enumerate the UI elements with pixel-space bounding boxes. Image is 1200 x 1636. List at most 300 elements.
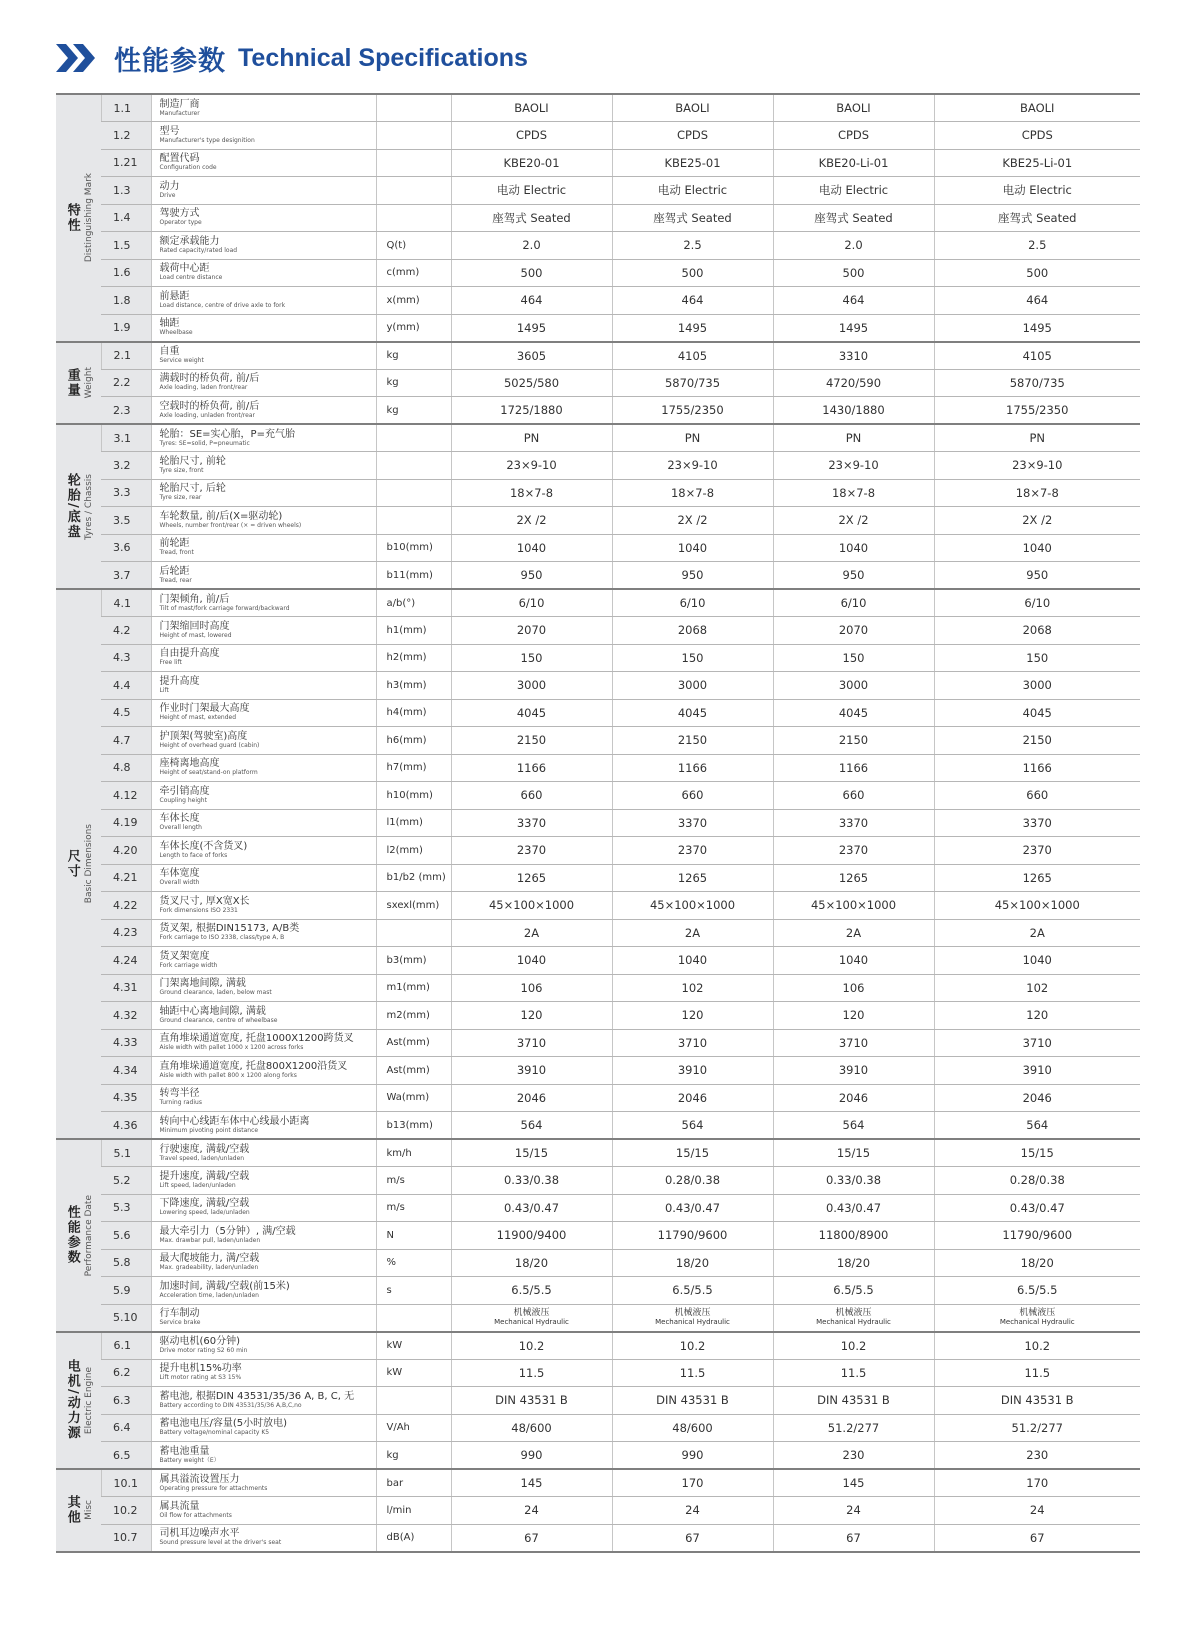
row-code: 4.31 [101, 974, 151, 1002]
row-code: 4.2 [101, 617, 151, 645]
table-row [56, 699, 1140, 727]
section-label-wrap [56, 473, 101, 540]
value-cell: 990 [451, 1442, 612, 1470]
row-description-zh: 门架倾角, 前/后 [159, 593, 230, 605]
row-description-en: Height of mast, lowered [159, 631, 232, 639]
row-unit [376, 479, 451, 507]
row-description-zh: 自重 [159, 346, 180, 357]
row-description-en: Tilt of mast/fork carriage forward/backward [159, 604, 290, 612]
row-description-en: Lift [159, 686, 169, 694]
row-description-en: Load distance, centre of drive axle to fork [159, 301, 286, 309]
value-cell: 4045 [934, 699, 1140, 727]
row-code: 1.8 [101, 287, 151, 315]
row-unit: h7(mm) [376, 754, 451, 782]
value-cell: 1755/2350 [612, 397, 773, 425]
row-unit: l/min [376, 1497, 451, 1525]
row-description-en: Max. gradeability, laden/unladen [159, 1264, 259, 1272]
value-cell [934, 1304, 1140, 1332]
value-cell: 0.43/0.47 [934, 1194, 1140, 1222]
value-cell: 950 [451, 562, 612, 590]
value-cell: 2.0 [773, 232, 934, 260]
value-cell: 3910 [773, 1057, 934, 1085]
value-cell: 18×7-8 [773, 479, 934, 507]
value-cell [773, 1304, 934, 1332]
row-description-zh: 轴距中心离地间隙, 满载 [159, 1005, 266, 1017]
row-code: 4.34 [101, 1057, 151, 1085]
row-description-zh: 轮胎尺寸, 后轮 [159, 483, 226, 495]
value-cell: 150 [612, 644, 773, 672]
row-description-en: Operating pressure for attachments [159, 1484, 268, 1492]
value-cell: CPDS [773, 122, 934, 150]
value-cell: 3000 [612, 672, 773, 700]
value-cell: 3710 [612, 1029, 773, 1057]
value-cell: 102 [934, 974, 1140, 1002]
value-cell: 4720/590 [773, 369, 934, 397]
row-description [151, 1112, 376, 1140]
row-description [151, 1167, 376, 1195]
value-cell: 2046 [773, 1084, 934, 1112]
row-description-en: Fork carriage to ISO 2338, class/type A, B [159, 934, 285, 942]
row-description-zh: 护顶架(驾驶室)高度 [159, 730, 248, 742]
row-description-en: Drive motor rating S2 60 min [159, 1347, 248, 1354]
table-row [56, 864, 1140, 892]
value-cell-zh: 机械液压 [513, 1308, 550, 1318]
value-cell: 3910 [451, 1057, 612, 1085]
value-cell: 45×100×1000 [451, 892, 612, 920]
value-cell: CPDS [934, 122, 1140, 150]
row-unit: sxexl(mm) [376, 892, 451, 920]
value-cell: 0.43/0.47 [773, 1194, 934, 1222]
value-cell: 1040 [934, 947, 1140, 975]
value-cell: 15/15 [612, 1139, 773, 1167]
row-description-en: Wheels, number front/rear (× = driven wheels) [159, 521, 302, 529]
section-label-en: Misc [83, 1500, 94, 1521]
row-description-en: Tread, front [159, 549, 194, 557]
row-description-en: Minimum pivoting point distance [159, 1126, 259, 1134]
row-description-en: Axle loading, unladen front/rear [159, 411, 255, 419]
value-cell: 1040 [612, 947, 773, 975]
row-code: 6.5 [101, 1442, 151, 1470]
value-cell: 500 [934, 259, 1140, 287]
row-description-zh: 直角堆垛通道宽度, 托盘800X1200沿货叉 [159, 1060, 348, 1072]
row-description-zh: 行驶速度, 满载/空载 [159, 1143, 250, 1155]
row-description [151, 1057, 376, 1085]
value-cell: KBE20-01 [451, 149, 612, 177]
value-cell: 18/20 [451, 1249, 612, 1277]
section-label-zh: 特性 [64, 202, 80, 233]
value-cell: 2150 [934, 727, 1140, 755]
table-row [56, 837, 1140, 865]
row-unit: dB(A) [376, 1524, 451, 1552]
row-description-zh: 蓄电池重量 [159, 1445, 210, 1457]
table-row [56, 1332, 1140, 1360]
row-code: 4.1 [101, 589, 151, 617]
value-cell: 24 [773, 1497, 934, 1525]
value-cell: 15/15 [773, 1139, 934, 1167]
section-label-en: Electric Engine [83, 1366, 94, 1434]
row-code: 3.3 [101, 479, 151, 507]
row-unit: h3(mm) [376, 672, 451, 700]
row-unit: m1(mm) [376, 974, 451, 1002]
row-description-zh: 提升速度, 满载/空载 [159, 1170, 250, 1182]
row-description [151, 892, 376, 920]
value-cell: 120 [773, 1002, 934, 1030]
table-row [56, 342, 1140, 370]
value-cell: 2068 [612, 617, 773, 645]
value-cell: 1495 [934, 314, 1140, 342]
row-unit: b3(mm) [376, 947, 451, 975]
value-cell: 3310 [773, 342, 934, 370]
section-label [56, 342, 101, 425]
table-row [56, 1139, 1140, 1167]
row-code: 1.5 [101, 232, 151, 260]
row-description-zh: 驾驶方式 [159, 208, 200, 220]
value-cell: 67 [934, 1524, 1140, 1552]
row-description [151, 259, 376, 287]
value-cell: 电动 Electric [773, 177, 934, 205]
row-unit: h1(mm) [376, 617, 451, 645]
value-cell: 145 [773, 1469, 934, 1497]
value-cell: 座驾式 Seated [451, 204, 612, 232]
value-cell: 10.2 [934, 1332, 1140, 1360]
row-description-en: Oil flow for attachments [159, 1511, 232, 1519]
section-label [56, 589, 101, 1139]
row-code: 5.1 [101, 1139, 151, 1167]
row-description [151, 727, 376, 755]
value-cell: 2A [934, 919, 1140, 947]
section-label-en: Tyres / Chassis [83, 473, 94, 540]
value-cell: 1265 [451, 864, 612, 892]
value-cell: 145 [451, 1469, 612, 1497]
row-code: 4.23 [101, 919, 151, 947]
row-unit [376, 204, 451, 232]
value-cell: KBE25-01 [612, 149, 773, 177]
value-cell: 170 [934, 1469, 1140, 1497]
section-label-zh: 尺寸 [64, 849, 80, 879]
value-cell: 5025/580 [451, 369, 612, 397]
row-code: 5.2 [101, 1167, 151, 1195]
table-row [56, 369, 1140, 397]
value-cell: 2.5 [934, 232, 1140, 260]
row-description-zh: 司机耳边噪声水平 [159, 1528, 240, 1539]
value-cell: 3370 [612, 809, 773, 837]
row-code: 6.4 [101, 1414, 151, 1442]
value-cell: 15/15 [934, 1139, 1140, 1167]
value-cell: 106 [773, 974, 934, 1002]
row-unit: b1/b2 (mm) [376, 864, 451, 892]
row-unit: Ast(mm) [376, 1057, 451, 1085]
value-cell: 11.5 [451, 1359, 612, 1387]
table-row [56, 1057, 1140, 1085]
value-cell: 1040 [773, 947, 934, 975]
row-unit [376, 177, 451, 205]
table-row [56, 232, 1140, 260]
row-description-zh: 提升电机15%功率 [159, 1363, 242, 1375]
row-description-zh: 车体宽度 [159, 868, 200, 880]
value-cell: 电动 Electric [451, 177, 612, 205]
value-cell: 24 [612, 1497, 773, 1525]
row-description-en: Turning radius [159, 1099, 202, 1107]
row-unit: m/s [376, 1194, 451, 1222]
value-cell: 464 [612, 287, 773, 315]
value-cell: KBE20-Li-01 [773, 149, 934, 177]
value-cell: 950 [612, 562, 773, 590]
section-label-wrap [56, 824, 101, 903]
table-row [56, 1497, 1140, 1525]
row-description-en: Load centre distance [159, 274, 223, 282]
row-description-en: Tyre size, front [159, 466, 204, 474]
row-description [151, 1497, 376, 1525]
value-cell-zh: 机械液压 [674, 1308, 711, 1318]
row-description-en: Configuration code [159, 164, 217, 172]
row-unit [376, 452, 451, 480]
row-code: 4.20 [101, 837, 151, 865]
row-description [151, 1414, 376, 1442]
row-description-zh: 门架离地间隙, 满载 [159, 978, 246, 990]
row-description-zh: 空载时的桥负荷, 前/后 [159, 400, 260, 412]
row-description-zh: 转向中心线距车体中心线最小距离 [159, 1115, 310, 1127]
value-cell: 1265 [773, 864, 934, 892]
value-cell: 3370 [451, 809, 612, 837]
row-description [151, 1084, 376, 1112]
row-description-zh: 作业时门架最大高度 [159, 703, 250, 715]
row-code: 2.2 [101, 369, 151, 397]
value-cell: 1430/1880 [773, 397, 934, 425]
row-description-en: Overall length [159, 824, 202, 832]
row-description [151, 177, 376, 205]
value-cell-zh: 机械液压 [835, 1308, 872, 1318]
row-unit [376, 507, 451, 535]
row-description-en: Acceleration time, laden/unladen [159, 1291, 259, 1299]
value-cell: 2X /2 [612, 507, 773, 535]
value-cell: 6/10 [451, 589, 612, 617]
value-cell: 464 [934, 287, 1140, 315]
table-row [56, 1359, 1140, 1387]
row-code: 4.21 [101, 864, 151, 892]
row-description-en: Aisle width with pallet 1000 x 1200 across forks [159, 1044, 304, 1052]
value-cell: 3000 [934, 672, 1140, 700]
row-description [151, 919, 376, 947]
row-description-en: Drive [159, 191, 176, 199]
section-label [56, 1469, 101, 1552]
row-unit: h6(mm) [376, 727, 451, 755]
value-cell: 23×9-10 [612, 452, 773, 480]
table-row [56, 259, 1140, 287]
value-cell: 3370 [934, 809, 1140, 837]
value-cell: 170 [612, 1469, 773, 1497]
row-description-en: Sound pressure level at the driver's seat [159, 1539, 282, 1546]
value-cell: 10.2 [773, 1332, 934, 1360]
row-description [151, 1029, 376, 1057]
table-row [56, 1414, 1140, 1442]
row-description [151, 122, 376, 150]
row-description-zh: 自由提升高度 [159, 648, 220, 660]
row-description-en: Wheelbase [159, 329, 193, 336]
page-title-zh: 性能参数 [114, 45, 226, 77]
row-code: 5.3 [101, 1194, 151, 1222]
row-description-zh: 配置代码 [159, 153, 200, 165]
row-description-zh: 蓄电池电压/容量(5小时放电) [159, 1418, 288, 1430]
row-description-en: Overall width [159, 879, 200, 887]
row-description [151, 1249, 376, 1277]
value-cell: 660 [612, 782, 773, 810]
value-cell: 6/10 [934, 589, 1140, 617]
value-cell: 1040 [773, 534, 934, 562]
row-description-en: Tyre size, rear [159, 494, 202, 502]
row-description-en: Travel speed, laden/unladen [159, 1154, 245, 1162]
row-description [151, 94, 376, 122]
value-cell: 2068 [934, 617, 1140, 645]
value-cell: 1166 [934, 754, 1140, 782]
row-description [151, 1332, 376, 1360]
section-label-wrap [56, 367, 101, 398]
value-cell: 0.33/0.38 [451, 1167, 612, 1195]
value-cell: 3000 [773, 672, 934, 700]
row-description-en: Lift speed, laden/unladen [159, 1181, 236, 1189]
table-row [56, 397, 1140, 425]
value-cell: 1166 [451, 754, 612, 782]
row-description [151, 809, 376, 837]
value-cell: 1265 [612, 864, 773, 892]
section-label-en: Distinguishing Mark [83, 173, 94, 263]
section-label [56, 1332, 101, 1470]
row-description-zh: 前轮距 [159, 538, 190, 550]
row-description-zh: 驱动电机(60分钟) [159, 1336, 241, 1347]
table-row [56, 809, 1140, 837]
row-code: 3.5 [101, 507, 151, 535]
row-unit [376, 919, 451, 947]
value-cell: 2070 [773, 617, 934, 645]
value-cell: PN [451, 424, 612, 452]
value-cell-en: Mechanical Hydraulic [655, 1318, 730, 1326]
value-cell: 2X /2 [451, 507, 612, 535]
table-row [56, 1387, 1140, 1415]
table-row [56, 149, 1140, 177]
row-description-zh: 车轮数量, 前/后(X=驱动轮) [159, 510, 283, 522]
value-cell-en: Mechanical Hydraulic [816, 1318, 891, 1326]
value-cell: 11800/8900 [773, 1222, 934, 1250]
value-cell: DIN 43531 B [612, 1387, 773, 1415]
value-cell: 24 [934, 1497, 1140, 1525]
table-row [56, 94, 1140, 122]
value-cell: 18/20 [934, 1249, 1140, 1277]
value-cell: 500 [773, 259, 934, 287]
row-description-zh: 轮胎尺寸, 前轮 [159, 455, 226, 467]
value-cell: 48/600 [451, 1414, 612, 1442]
row-code: 4.3 [101, 644, 151, 672]
table-row [56, 1112, 1140, 1140]
row-description [151, 1524, 376, 1552]
row-code: 4.33 [101, 1029, 151, 1057]
table-row [56, 672, 1140, 700]
row-description [151, 397, 376, 425]
row-code: 5.8 [101, 1249, 151, 1277]
table-row [56, 314, 1140, 342]
row-code: 1.4 [101, 204, 151, 232]
value-cell: 230 [934, 1442, 1140, 1470]
row-code: 6.2 [101, 1359, 151, 1387]
value-cell: 4105 [612, 342, 773, 370]
table-row [56, 892, 1140, 920]
row-unit: kg [376, 397, 451, 425]
row-code: 4.32 [101, 1002, 151, 1030]
row-code: 4.22 [101, 892, 151, 920]
row-unit: kg [376, 342, 451, 370]
section-label-zh: 轮胎/底盘 [64, 473, 80, 540]
row-code: 3.6 [101, 534, 151, 562]
value-cell: 0.28/0.38 [934, 1167, 1140, 1195]
value-cell: BAOLI [773, 94, 934, 122]
row-description [151, 754, 376, 782]
row-description-en: Battery voltage/nominal capacity K5 [159, 1429, 270, 1437]
row-description-en: Battery according to DIN 43531/35/36 A,B,C,no [159, 1401, 302, 1409]
row-description-en: Ground clearance, laden, below mast [159, 989, 272, 997]
row-unit [376, 94, 451, 122]
value-cell: CPDS [612, 122, 773, 150]
row-description-zh: 牵引销高度 [159, 785, 210, 797]
row-description-zh: 型号 [159, 125, 180, 137]
row-description [151, 864, 376, 892]
table-row [56, 947, 1140, 975]
value-cell: PN [934, 424, 1140, 452]
value-cell: 564 [934, 1112, 1140, 1140]
value-cell: 1755/2350 [934, 397, 1140, 425]
row-description [151, 452, 376, 480]
value-cell: 51.2/277 [934, 1414, 1140, 1442]
row-description-en: Fork dimensions ISO 2331 [159, 906, 238, 914]
value-cell: 11.5 [612, 1359, 773, 1387]
table-row [56, 424, 1140, 452]
row-unit: x(mm) [376, 287, 451, 315]
table-row [56, 589, 1140, 617]
row-unit: bar [376, 1469, 451, 1497]
table-row [56, 1084, 1140, 1112]
row-code: 4.35 [101, 1084, 151, 1112]
table-row [56, 1167, 1140, 1195]
section-label-zh: 电机/动力源 [64, 1359, 80, 1442]
value-cell: 230 [773, 1442, 934, 1470]
row-description-zh: 制造厂商 [159, 98, 200, 110]
value-cell: 6/10 [773, 589, 934, 617]
value-cell: 3910 [934, 1057, 1140, 1085]
row-description [151, 1139, 376, 1167]
row-code: 3.1 [101, 424, 151, 452]
row-description-zh: 轴距 [159, 318, 180, 329]
value-cell: 464 [451, 287, 612, 315]
value-cell: 2150 [612, 727, 773, 755]
value-cell: 2046 [934, 1084, 1140, 1112]
row-unit: kW [376, 1332, 451, 1360]
row-code: 1.3 [101, 177, 151, 205]
value-cell: 67 [612, 1524, 773, 1552]
row-unit: h10(mm) [376, 782, 451, 810]
section-label [56, 1139, 101, 1332]
row-description-en: Height of mast, extended [159, 714, 237, 722]
row-unit: c(mm) [376, 259, 451, 287]
double-chevron-icon [56, 44, 102, 72]
value-cell: 150 [934, 644, 1140, 672]
value-cell: 2A [451, 919, 612, 947]
row-unit [376, 1387, 451, 1415]
value-cell: 5870/735 [612, 369, 773, 397]
row-description [151, 974, 376, 1002]
row-description [151, 314, 376, 342]
value-cell: 120 [612, 1002, 773, 1030]
value-cell: 150 [773, 644, 934, 672]
table-row [56, 1442, 1140, 1470]
value-cell: 11900/9400 [451, 1222, 612, 1250]
row-unit: b11(mm) [376, 562, 451, 590]
